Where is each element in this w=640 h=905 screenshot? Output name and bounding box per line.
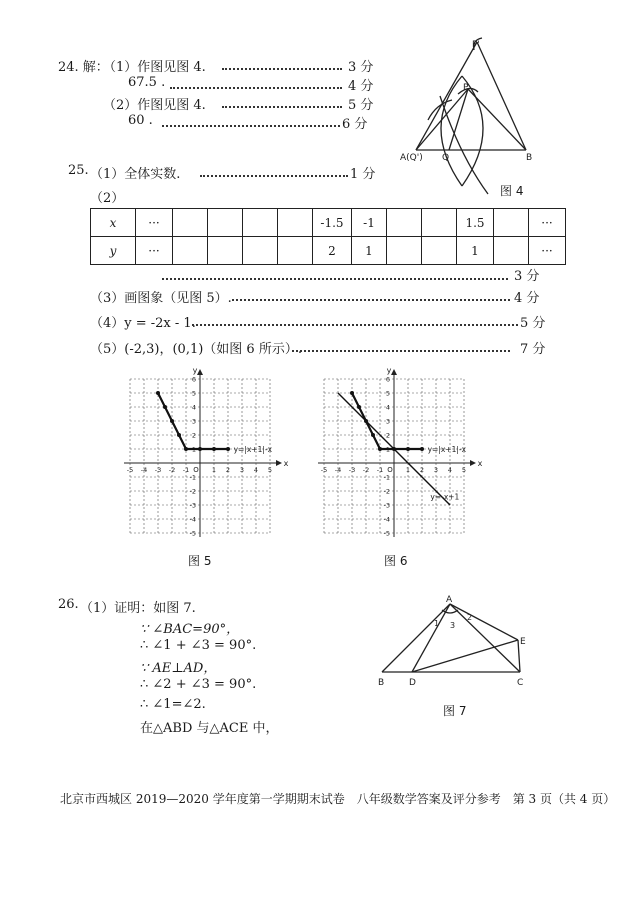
q26-line: 在△ABD 与△ACE 中，: [140, 721, 279, 736]
y-tick-label: 5: [191, 389, 196, 398]
y-tick-label: -5: [383, 529, 390, 538]
fig7-label-b: B: [378, 678, 385, 688]
q24-part1-score: 3 分: [348, 60, 374, 75]
y-tick-label: 6: [385, 375, 390, 384]
y-tick-label: -2: [189, 487, 196, 496]
y-tick-label: 3: [385, 417, 390, 426]
x-tick-label: -3: [154, 466, 162, 474]
table-cell: [494, 237, 529, 265]
q24-part2-answer-score: 6 分: [342, 117, 368, 132]
q26-line: ∴ ∠2 + ∠3 = 90°.: [140, 677, 257, 692]
table-cell: [278, 209, 313, 237]
y-tick-label: -2: [383, 487, 390, 496]
line-label: y=-x+1: [430, 492, 460, 502]
y-tick-label: -3: [383, 501, 390, 510]
x-tick-label: 1: [405, 466, 411, 474]
origin-label: O: [387, 466, 393, 474]
table-cell: [208, 237, 243, 265]
x-tick-label: 4: [447, 466, 453, 474]
leader-dots: [200, 175, 348, 177]
page-footer: 北京市西城区 2019—2020 学年度第一学期期末试卷 八年级数学答案及评分参考 第 3 页（共 4 页）: [60, 792, 616, 806]
q25-part5-score: 7 分: [520, 342, 546, 357]
q25-part4-label: （4）y = -2x - 1.: [90, 316, 196, 331]
curve-point: [357, 405, 361, 409]
x-tick-label: -4: [334, 466, 342, 474]
figure-7: [372, 590, 542, 690]
q24-part2-label: （2）作图见图 4.: [103, 98, 206, 113]
fig7-angle-2: 2: [467, 613, 473, 622]
x-tick-label: -4: [140, 466, 148, 474]
q26-line: ∵ AE⊥AD，: [140, 661, 217, 676]
fig7-angle-1: 1: [434, 619, 440, 628]
figure-5-graph: [118, 365, 288, 550]
table-cell: [173, 209, 208, 237]
q26-line: ∴ ∠1=∠2.: [140, 697, 206, 712]
y-tick-label: 3: [191, 417, 196, 426]
table-cell: -1: [352, 209, 387, 237]
q25-number: 25.: [68, 163, 89, 178]
leader-dots: [170, 87, 342, 89]
fig7-caption: 图 7: [443, 704, 467, 718]
q25-part3-label: （3）画图象（见图 5）.: [90, 291, 232, 306]
table-cell: [243, 237, 278, 265]
q24-part1-label: （1）作图见图 4.: [103, 60, 206, 75]
table-cell: [387, 209, 422, 237]
q24-part1-answer: 67.5 .: [128, 75, 166, 90]
fig4-label-p: P: [463, 83, 469, 93]
table-cell: 1: [352, 237, 387, 265]
curve-point: [198, 447, 202, 451]
curve-label: y=|x+1|-x: [427, 445, 467, 454]
y-tick-label: -4: [189, 515, 196, 524]
q25-part2-label: （2）: [90, 191, 125, 206]
y-tick-label: 1: [385, 445, 390, 454]
x-tick-label: -5: [126, 466, 134, 474]
fig6-caption: 图 6: [384, 554, 408, 568]
table-cell: 2: [313, 237, 352, 265]
fig7-label-d: D: [409, 678, 416, 688]
leader-dots: [222, 106, 342, 108]
table-cell: -1.5: [313, 209, 352, 237]
q26-line: ∵ ∠BAC=90°，: [140, 622, 240, 637]
fig4-label-b: B: [526, 153, 533, 163]
curve-point: [226, 447, 230, 451]
table-cell: [422, 209, 457, 237]
curve-point: [378, 447, 382, 451]
y-axis-label: y: [192, 366, 198, 375]
x-axis-arrow: [276, 460, 282, 466]
q24-part2-answer: 60 .: [128, 113, 153, 128]
y-tick-label: 5: [385, 389, 390, 398]
table-row-x: [91, 209, 566, 237]
x-axis-label: x: [283, 459, 288, 468]
x-tick-label: -2: [168, 466, 176, 474]
q25-part4-score: 5 分: [520, 316, 546, 331]
x-tick-label: 5: [267, 466, 273, 474]
figure-6-graph: [312, 365, 487, 550]
table-cell: 1.5: [457, 209, 494, 237]
table-cell: ···: [136, 237, 173, 265]
y-tick-label: -4: [383, 515, 390, 524]
q26-number: 26.: [58, 597, 79, 612]
q25-part1-score: 1 分: [350, 167, 376, 182]
y-tick-label: -3: [189, 501, 196, 510]
fig4-label-p-prime: P': [472, 40, 480, 50]
curve-point: [420, 447, 424, 451]
origin-label: O: [193, 466, 199, 474]
leader-dots: [292, 350, 510, 352]
x-tick-label: 3: [433, 466, 439, 474]
y-tick-label: 1: [191, 445, 196, 454]
fig4-caption: 图 4: [500, 184, 524, 198]
q24-part2-score: 5 分: [348, 98, 374, 113]
x-tick-label: 4: [253, 466, 259, 474]
x-tick-label: 2: [419, 466, 425, 474]
x-tick-label: 1: [211, 466, 217, 474]
q25-part1-label: （1）全体实数.: [90, 167, 181, 182]
table-cell: y: [91, 237, 136, 265]
q26-line: ∴ ∠1 + ∠3 = 90°.: [140, 638, 257, 653]
curve-point: [177, 433, 181, 437]
x-axis-label: x: [477, 459, 483, 468]
leader-dots: [222, 68, 342, 70]
curve-point: [212, 447, 216, 451]
y-tick-label: 4: [191, 403, 196, 412]
curve-point: [371, 433, 375, 437]
curve-point: [350, 391, 354, 395]
x-tick-label: 3: [239, 466, 245, 474]
figure-4: [400, 36, 550, 204]
leader-dots: [162, 278, 508, 280]
x-tick-label: -1: [376, 466, 384, 474]
y-tick-label: 2: [385, 431, 390, 440]
curve-label: y=|x+1|-x: [233, 445, 273, 454]
y-tick-label: -5: [189, 529, 196, 538]
y-tick-label: -1: [383, 473, 390, 482]
x-axis-arrow: [470, 460, 476, 466]
fig4-label-a-q-prime: A(Q'): [400, 153, 423, 163]
y-tick-label: -1: [189, 473, 196, 482]
leader-dots: [232, 299, 510, 301]
table-cell: ···: [529, 237, 566, 265]
table-cell: [422, 237, 457, 265]
table-cell: [243, 209, 278, 237]
table-row-y: [91, 237, 566, 265]
y-axis-arrow: [391, 369, 397, 375]
leader-dots: [192, 324, 518, 326]
fig4-label-q: Q: [442, 153, 450, 163]
y-tick-label: 6: [191, 375, 196, 384]
q25-part3-score: 4 分: [514, 291, 540, 306]
x-tick-label: -1: [182, 466, 190, 474]
q24-part1-answer-score: 4 分: [348, 79, 374, 94]
curve-point: [406, 447, 410, 451]
q25-part5-label: （5）(-2,3)，(0,1)（如图 6 所示）.: [90, 342, 302, 357]
table-cell: 1: [457, 237, 494, 265]
table-cell: [208, 209, 243, 237]
table-cell: ···: [529, 209, 566, 237]
table-cell: [173, 237, 208, 265]
fig7-label-a: A: [446, 595, 453, 605]
y-tick-label: 4: [385, 403, 390, 412]
q24-number: 24. 解：: [58, 60, 109, 75]
table-cell: [387, 237, 422, 265]
curve-point: [163, 405, 167, 409]
table-cell: [494, 209, 529, 237]
x-tick-label: -5: [320, 466, 328, 474]
curve-point: [184, 447, 188, 451]
y-tick-label: 2: [191, 431, 196, 440]
value-table: [90, 208, 566, 265]
q26-part1-label: （1）证明：如图 7.: [80, 601, 196, 616]
leader-dots: [162, 125, 340, 127]
y-axis-arrow: [197, 369, 203, 375]
x-tick-label: 5: [461, 466, 467, 474]
x-tick-label: 2: [225, 466, 231, 474]
curve-point: [170, 419, 174, 423]
curve-point: [156, 391, 160, 395]
y-axis-label: y: [386, 366, 392, 375]
table-cell: x: [91, 209, 136, 237]
fig7-label-e: E: [520, 637, 526, 647]
table-cell: [278, 237, 313, 265]
q25-table-score: 3 分: [514, 269, 540, 284]
fig7-label-c: C: [517, 678, 524, 688]
x-tick-label: -2: [362, 466, 370, 474]
table-cell: ···: [136, 209, 173, 237]
x-tick-label: -3: [348, 466, 356, 474]
fig5-caption: 图 5: [188, 554, 212, 568]
fig7-angle-3: 3: [450, 621, 456, 630]
